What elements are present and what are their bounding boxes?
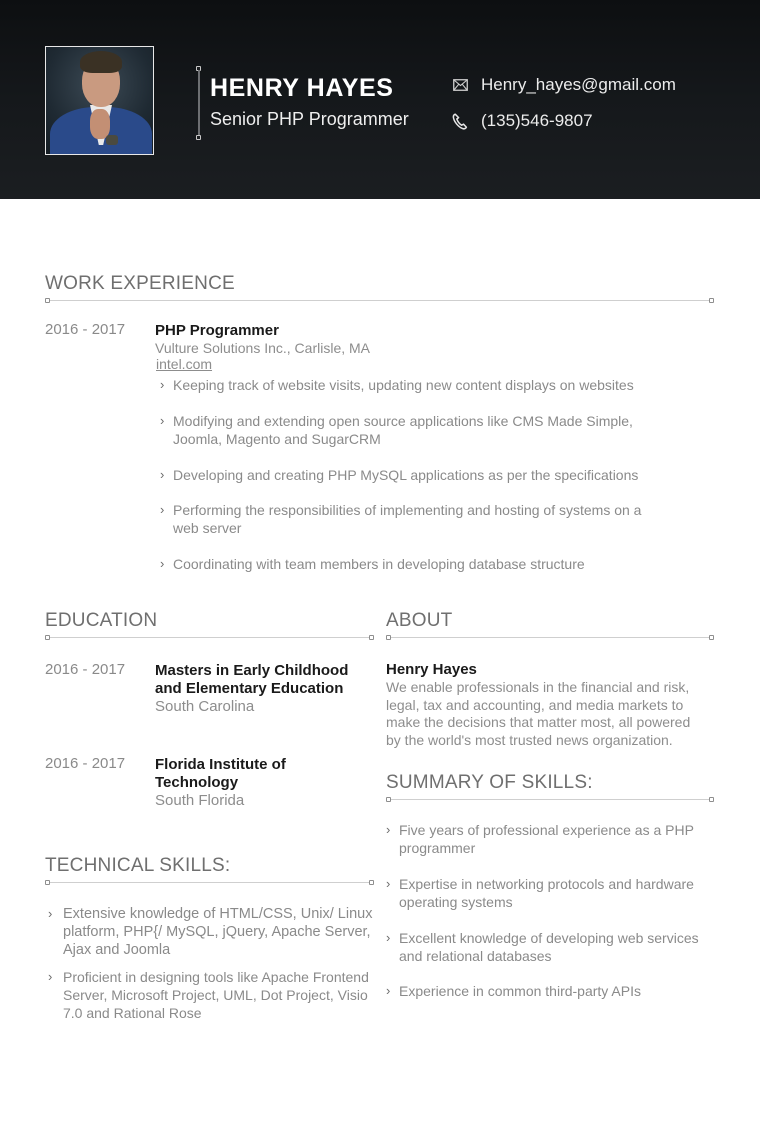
chevron-right-icon: › — [386, 930, 391, 945]
phone-icon — [451, 112, 469, 130]
education-location: South Florida — [155, 792, 245, 809]
education-dates: 2016 - 2017 — [45, 661, 126, 678]
job-bullet: › Modifying and extending open source applications like CMS Made Simple, Joomla, Magento and SugarCRM — [160, 413, 633, 447]
section-title-summary-of-skills: SUMMARY OF SKILLS: — [386, 772, 593, 793]
about-name: Henry Hayes — [386, 661, 477, 678]
profile-photo — [45, 46, 154, 155]
section-rule — [389, 637, 712, 638]
section-rule — [48, 637, 372, 638]
technical-skill-item: › Proficient in designing tools like Apache Frontend Server, Microsoft Project, UML, Dot Project, Visio 7.0 and Rational Rose — [48, 969, 369, 1021]
chevron-right-icon: › — [160, 556, 165, 571]
chevron-right-icon: › — [386, 876, 391, 891]
chevron-right-icon: › — [160, 377, 165, 392]
section-rule — [48, 300, 712, 301]
header-divider — [198, 70, 200, 138]
job-bullet: › Coordinating with team members in developing database structure — [160, 556, 585, 572]
chevron-right-icon: › — [48, 969, 53, 984]
about-text: We enable professionals in the financial and risk, legal, tax and accounting, and media markets to make the decisions that matter most, all powered by the world's most trusted news organization. — [386, 679, 691, 748]
envelope-icon — [451, 76, 469, 94]
education-title: Florida Institute of Technology — [155, 756, 286, 791]
candidate-name: HENRY HAYES — [210, 74, 394, 102]
header-divider-dot-bottom — [196, 135, 201, 140]
resume-header — [0, 0, 760, 199]
job-bullet: › Developing and creating PHP MySQL applications as per the specifications — [160, 467, 639, 483]
rule-dot — [709, 635, 714, 640]
rule-dot — [369, 635, 374, 640]
summary-skill-item: › Five years of professional experience as a PHP programmer — [386, 822, 694, 856]
rule-dot — [709, 298, 714, 303]
chevron-right-icon: › — [48, 906, 53, 921]
section-title-about: ABOUT — [386, 610, 453, 631]
technical-skill-item: › Extensive knowledge of HTML/CSS, Unix/ Linux platform, PHP{/ MySQL, jQuery, Apache Server, Ajax and Joomla — [48, 906, 373, 958]
section-title-education: EDUCATION — [45, 610, 158, 631]
education-location: South Carolina — [155, 698, 255, 715]
summary-skill-item: › Excellent knowledge of developing web services and relational databases — [386, 930, 699, 964]
chevron-right-icon: › — [160, 467, 165, 482]
summary-skill-item: › Expertise in networking protocols and hardware operating systems — [386, 876, 694, 910]
rule-dot — [45, 880, 50, 885]
summary-skill-item: › Experience in common third-party APIs — [386, 983, 641, 999]
candidate-role: Senior PHP Programmer — [210, 109, 409, 129]
rule-dot — [386, 797, 391, 802]
education-dates: 2016 - 2017 — [45, 755, 126, 772]
company-link[interactable]: intel.com — [156, 356, 213, 372]
phone-number[interactable]: (135)546-9807 — [481, 111, 593, 130]
section-rule — [48, 882, 372, 883]
job-dates: 2016 - 2017 — [45, 321, 126, 338]
contact-email[interactable] — [451, 74, 676, 96]
email-address[interactable]: Henry_hayes@gmail.com — [481, 75, 676, 94]
rule-dot — [386, 635, 391, 640]
section-rule — [389, 799, 712, 800]
rule-dot — [369, 880, 374, 885]
job-bullet: › Performing the responsibilities of implementing and hosting of systems on a web server — [160, 502, 642, 536]
job-title: PHP Programmer — [155, 322, 279, 339]
section-title-work-experience: WORK EXPERIENCE — [45, 273, 235, 294]
education-title: Masters in Early Childhood and Elementary Education — [155, 662, 349, 697]
rule-dot — [45, 635, 50, 640]
job-bullet: › Keeping track of website visits, updating new content displays on websites — [160, 377, 634, 393]
chevron-right-icon: › — [386, 822, 391, 837]
contact-phone[interactable] — [451, 110, 593, 132]
rule-dot — [45, 298, 50, 303]
rule-dot — [709, 797, 714, 802]
chevron-right-icon: › — [160, 502, 165, 517]
job-company: Vulture Solutions Inc., Carlisle, MA — [155, 340, 371, 356]
chevron-right-icon: › — [160, 413, 165, 428]
chevron-right-icon: › — [386, 983, 391, 998]
section-title-technical-skills: TECHNICAL SKILLS: — [45, 855, 231, 876]
